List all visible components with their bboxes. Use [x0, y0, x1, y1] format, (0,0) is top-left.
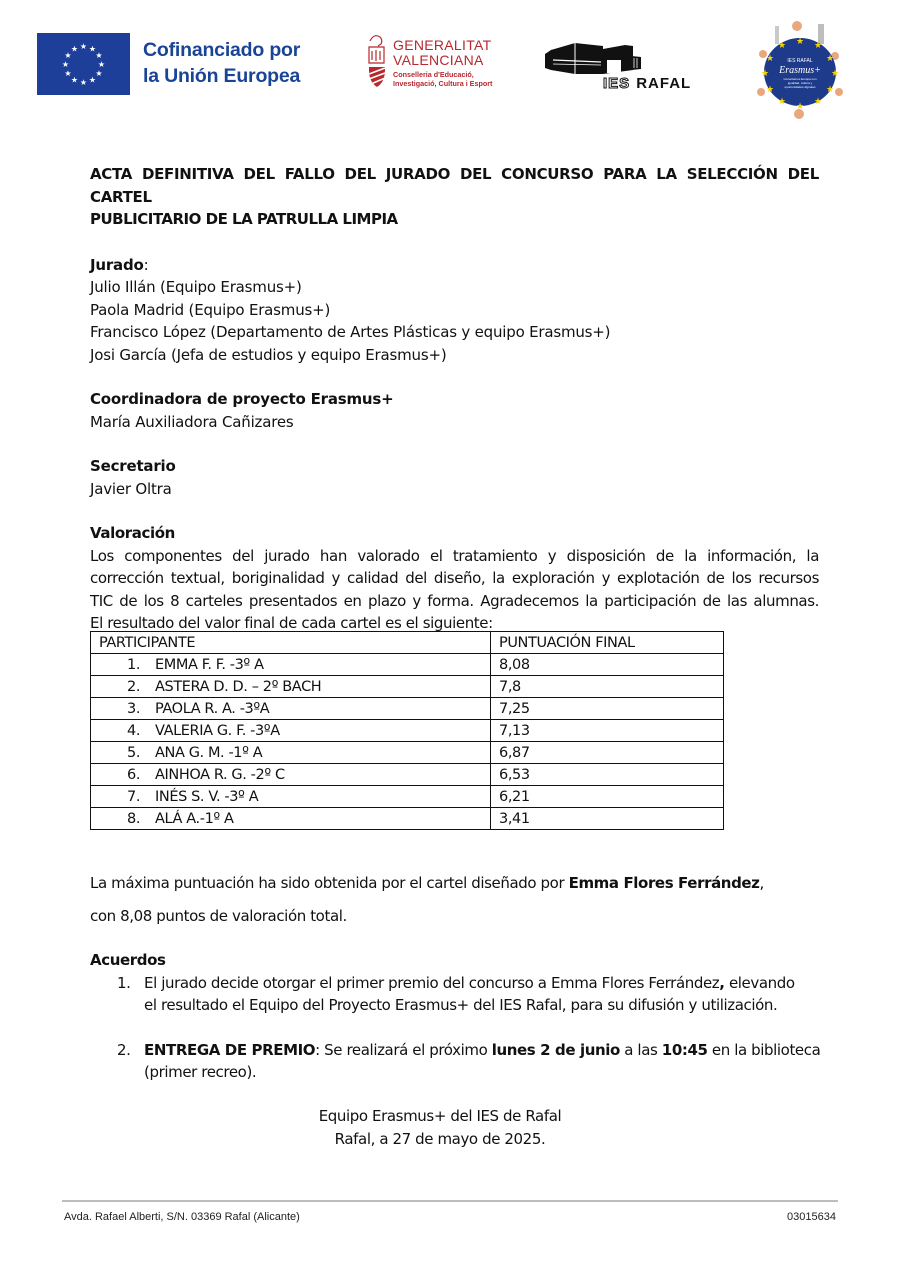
row-number: 7.: [127, 788, 141, 805]
row-number: 2.: [127, 678, 141, 695]
coordinadora-name: María Auxiliadora Cañizares: [90, 412, 294, 431]
svg-text:★: ★: [88, 44, 97, 54]
svg-text:★: ★: [64, 51, 72, 60]
valoracion-section: [90, 522, 819, 635]
participant-score: 6,87: [491, 742, 724, 764]
table-row: [91, 742, 724, 764]
signature-team: Equipo Erasmus+ del IES de Rafal: [318, 1107, 562, 1125]
erasmus-logo-title: Erasmus+: [779, 65, 821, 76]
valoracion-line: corrección textual, boriginalidad y calidad del diseño, la exploración y explotación de los recursos: [90, 569, 819, 587]
jurado-member: Paola Madrid (Equipo Erasmus+): [90, 300, 331, 319]
document-body: [90, 163, 819, 635]
result-text: La máxima puntuación ha sido obtenida por el cartel diseñado por: [90, 874, 569, 892]
acuerdo-text: en la biblioteca: [707, 1040, 821, 1059]
svg-text:★: ★: [830, 68, 840, 78]
eu-logo-line1: Cofinanciado por: [143, 39, 301, 61]
erasmus-plus-logo: [755, 14, 845, 124]
conselleria-line2: Investigació, Cultura i Esport: [393, 79, 493, 88]
ies-rafal-text: [603, 75, 691, 92]
eu-logo-line2: la Unión Europea: [143, 65, 301, 87]
footer-address: Avda. Rafael Alberti, S/N. 03369 Rafal (Alicante): [64, 1211, 300, 1223]
svg-text:★: ★: [777, 40, 787, 50]
row-number: 3.: [127, 700, 141, 717]
participant-name: ALÁ A.-1º A: [155, 810, 234, 827]
jurado-section: [90, 254, 819, 367]
result-comma: ,: [759, 874, 764, 892]
participant-score: 6,21: [491, 786, 724, 808]
table-row: [91, 808, 724, 830]
result-paragraph: [90, 872, 830, 927]
svg-text:★: ★: [795, 101, 805, 111]
participant-score: 6,53: [491, 764, 724, 786]
scores-table: [90, 631, 724, 830]
eu-flag-icon: [37, 33, 130, 95]
row-number: 5.: [127, 744, 141, 761]
svg-text:★: ★: [79, 42, 88, 51]
row-number: 6.: [127, 766, 141, 783]
erasmus-logo-top: IES RAFAL: [787, 58, 813, 64]
svg-text:★: ★: [79, 78, 88, 87]
svg-text:★: ★: [760, 68, 770, 78]
rafal-text: RAFAL: [636, 75, 692, 92]
svg-text:★: ★: [70, 75, 79, 85]
coordinadora-section: [90, 388, 819, 433]
participant-score: 7,8: [491, 676, 724, 698]
row-number: 8.: [127, 810, 141, 827]
svg-text:★: ★: [825, 53, 835, 63]
svg-text:Conectamos Europa con: Conectamos Europa con: [783, 77, 817, 81]
jurado-colon: :: [143, 255, 149, 274]
award-time: 10:45: [661, 1040, 708, 1059]
acuerdo-text: a las: [619, 1040, 662, 1059]
svg-text:igualdad, cultura y: igualdad, cultura y: [787, 81, 813, 85]
row-number: 1.: [127, 656, 141, 673]
svg-text:★: ★: [61, 60, 70, 69]
participant-name: EMMA F. F. -3º A: [155, 656, 264, 673]
jurado-member: Josi García (Jefa de estudios y equipo Erasmus+): [90, 345, 447, 364]
school-building-icon: [545, 40, 645, 76]
conselleria-line1: Conselleria d'Educació,: [393, 70, 474, 79]
ies-rafal-logo: [545, 40, 700, 95]
award-date: lunes 2 de junio: [491, 1040, 620, 1059]
svg-text:★: ★: [765, 53, 775, 63]
table-row: [91, 698, 724, 720]
jurado-member: Julio Illán (Equipo Erasmus+): [90, 278, 302, 296]
svg-text:★: ★: [95, 51, 103, 60]
svg-text:★: ★: [765, 84, 775, 94]
svg-text:★: ★: [70, 44, 79, 54]
acuerdos-heading: Acuerdos: [90, 951, 166, 969]
generalitat-text: [393, 38, 492, 88]
participant-score: 7,13: [491, 720, 724, 742]
result-score-text: con 8,08 puntos de valoración total.: [90, 906, 347, 925]
acuerdo-text: El jurado decide otorgar el primer premio del concurso a Emma Flores Ferrández: [144, 973, 720, 992]
secretario-section: [90, 455, 819, 500]
ies-outline-text: IES: [603, 75, 631, 92]
participant-name: INÉS S. V. -3º A: [155, 788, 259, 805]
acuerdo-number: 2.: [117, 1040, 131, 1059]
jurado-member: Francisco López (Departamento de Artes Plásticas y equipo Erasmus+): [90, 323, 611, 341]
signature-date: Rafal, a 27 de mayo de 2025.: [334, 1129, 546, 1148]
participant-name: PAOLA R. A. -3ºA: [155, 700, 270, 717]
svg-text:★: ★: [795, 36, 805, 46]
header-puntuacion: PUNTUACIÓN FINAL: [491, 632, 724, 654]
footer-divider: [62, 1200, 838, 1202]
eu-logo-text: [143, 37, 300, 89]
svg-text:★: ★: [97, 60, 106, 69]
svg-text:★: ★: [825, 84, 835, 94]
valoracion-line: Los componentes del jurado han valorado el tratamiento y disposición de la información, la: [90, 546, 819, 565]
row-number: 4.: [127, 722, 141, 739]
acuerdo-comma: ,: [719, 973, 725, 992]
acuerdo-text: : Se realizará el próximo: [315, 1040, 492, 1059]
footer-center-code: 03015634: [787, 1211, 836, 1223]
acuerdo-item: [90, 1039, 830, 1084]
secretario-heading: Secretario: [90, 457, 176, 475]
participant-name: ANA G. M. -1º A: [155, 744, 263, 761]
eu-cofinanced-logo: [37, 33, 327, 95]
participant-score: 8,08: [491, 654, 724, 676]
participant-name: AINHOA R. G. -2º C: [155, 766, 285, 783]
participant-name: VALERIA G. F. -3ºA: [155, 722, 280, 739]
svg-text:★: ★: [813, 96, 823, 106]
generalitat-line2: VALENCIANA: [393, 52, 484, 68]
table-row: [91, 764, 724, 786]
acuerdo-text: (primer recreo).: [144, 1063, 257, 1081]
acuerdo-text: el resultado el Equipo del Proyecto Erasmus+ del IES Rafal, para su difusión y utilización.: [144, 996, 778, 1014]
generalitat-line1: GENERALITAT: [393, 37, 492, 53]
acuerdo-text: elevando: [724, 973, 795, 992]
svg-text:oportunidades dignales: oportunidades dignales: [784, 85, 816, 89]
generalitat-shield-icon: [366, 33, 388, 89]
title-line1: ACTA DEFINITIVA DEL FALLO DEL JURADO DEL CONCURSO PARA LA SELECCIÓN DEL CARTEL: [90, 165, 819, 206]
participant-name: ASTERA D. D. – 2º BACH: [155, 678, 322, 695]
svg-text:★: ★: [88, 75, 97, 85]
svg-text:★: ★: [813, 40, 823, 50]
acuerdos-section: [90, 949, 830, 1084]
table-row: [91, 654, 724, 676]
acuerdo-number: 1.: [117, 973, 131, 992]
page-header: [0, 0, 900, 140]
generalitat-valenciana-logo: [366, 33, 501, 97]
winner-name: Emma Flores Ferrández: [568, 874, 760, 892]
svg-text:★: ★: [64, 69, 72, 78]
svg-text:★: ★: [777, 96, 787, 106]
svg-text:★: ★: [95, 69, 103, 78]
valoracion-line: El resultado del valor final de cada cartel es el siguiente:: [90, 614, 493, 632]
secretario-name: Javier Oltra: [90, 479, 172, 498]
header-participante: PARTICIPANTE: [91, 632, 491, 654]
valoracion-heading: Valoración: [90, 524, 175, 542]
table-row: [91, 786, 724, 808]
jurado-heading: Jurado: [90, 255, 144, 274]
acuerdo-item: [90, 972, 830, 1017]
entrega-premio-label: ENTREGA DE PREMIO: [144, 1040, 316, 1059]
table-row: [91, 720, 724, 742]
participant-score: 3,41: [491, 808, 724, 830]
participant-score: 7,25: [491, 698, 724, 720]
coordinadora-heading: Coordinadora de proyecto Erasmus+: [90, 390, 394, 408]
table-header-row: [91, 632, 724, 654]
signature-block: [90, 1105, 790, 1150]
document-title: [90, 163, 819, 231]
valoracion-line: TIC de los 8 carteles presentados en plazo y forma. Agradecemos la participación de las alumnas.: [90, 591, 819, 610]
table-row: [91, 676, 724, 698]
title-line2: PUBLICITARIO DE LA PATRULLA LIMPIA: [90, 210, 398, 228]
